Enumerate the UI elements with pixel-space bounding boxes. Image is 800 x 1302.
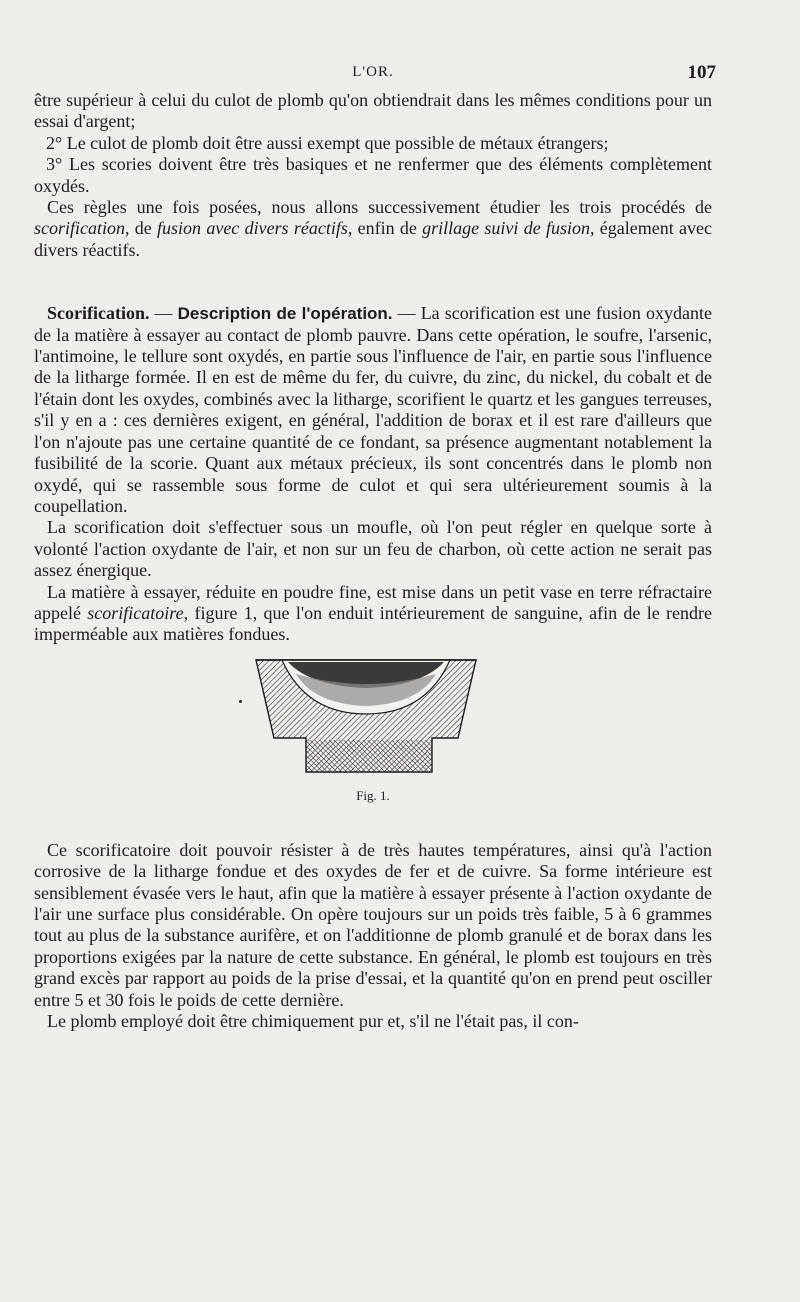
section-heading: Description de l'opération. [177, 304, 393, 324]
running-header [34, 60, 716, 90]
section-scorification: Scorification. — Description de l'opération. — La scorification est une fusion oxydante de la matière à essayer au contact de plomb pauvre. Dans cette opération, le soufre, l'arsenic, l'antimoine, le tellure sont oxydés, en partie sous l'influence de l'air, en partie sous l'influence de la litharge formée. Il en est de même du fer, du cuivre, du zinc, du nickel, du cobalt et de l'étain dont les oxydes, combinés avec la litharge, scorifient le quartz et les gangues terreuses, s'il y en a : ces dernières exigent, en général, l'addition de borax et il est rare d'ailleurs que l'on n'ajoute pas une certaine quantité de ce fondant, sa présence augmentant notablement la fusibilité de la scorie. Quant aux métaux précieux, ils sont concentrés dans le plomb non oxydé, qui se rassemble sous forme de culot et qui sera ultérieurement soumis à la coupellation. [34, 303, 712, 516]
rule-3: 3° Les scories doivent être très basiques et ne renfermer que des éléments complètement oxydés. [34, 154, 712, 196]
paragraph-scorificatoire: Ce scorificatoire doit pouvoir résister à de très hautes températures, ainsi qu'à l'action corrosive de la litharge fondue et des oxydes de fer et de cuivre. Sa forme intérieure est sensiblement évasée vers le haut, afin que la matière à essayer présente à l'action oxydante de l'air une surface plus considérable. On opère toujours sur un poids très faible, 5 à 6 grammes tout au plus de la substance aurifère, et on l'additionne de plomb granulé et de borax dans les proportions exigées par la nature de cette substance. En général, le plomb est toujours en très grand excès par rapport au poids de la prise d'essai, et la quantité qu'on en prend peut osciller entre 5 et 30 fois le poids de cette dernière. [34, 839, 712, 1010]
section-title: Scorification. [47, 303, 150, 324]
running-title: L'OR. [352, 64, 394, 80]
paragraph-plomb: Le plomb employé doit être chimiquement pur et, s'il ne l'était pas, il con- [47, 1011, 579, 1031]
paragraph-continued: être supérieur à celui du culot de plomb qu'on obtiendrait dans les mêmes conditions pour un essai d'argent; [34, 90, 712, 132]
paragraph-vase: La matière à essayer, réduite en poudre fine, est mise dans un petit vase en terre réfractaire appelé scorificatoire, figure 1, que l'on enduit intérieurement de sanguine, afin de le rendre imperméable aux matières fondues. [34, 581, 713, 645]
figure-scorificatoire [34, 652, 712, 840]
page-number: 107 [687, 62, 716, 83]
paragraph-intro: Ces règles une fois posées, nous allons successivement étudier les trois procédés de scorification, de fusion avec divers réactifs, enfin de grillage suivi de fusion, également avec divers réactifs. [34, 197, 712, 260]
rule-2: 2° Le culot de plomb doit être aussi exempt que possible de métaux étrangers; [46, 132, 609, 153]
paragraph-moufle: La scorification doit s'effectuer sous un moufle, où l'on peut régler en quelque sorte à volonté l'action oxydante de l'air, et non sur un feu de charbon, où cette action ne serait pas assez énergique. [34, 517, 712, 581]
scorificatoire-drawing [34, 652, 712, 792]
page [34, 60, 716, 1032]
figure-caption: Fig. 1. [356, 787, 390, 803]
